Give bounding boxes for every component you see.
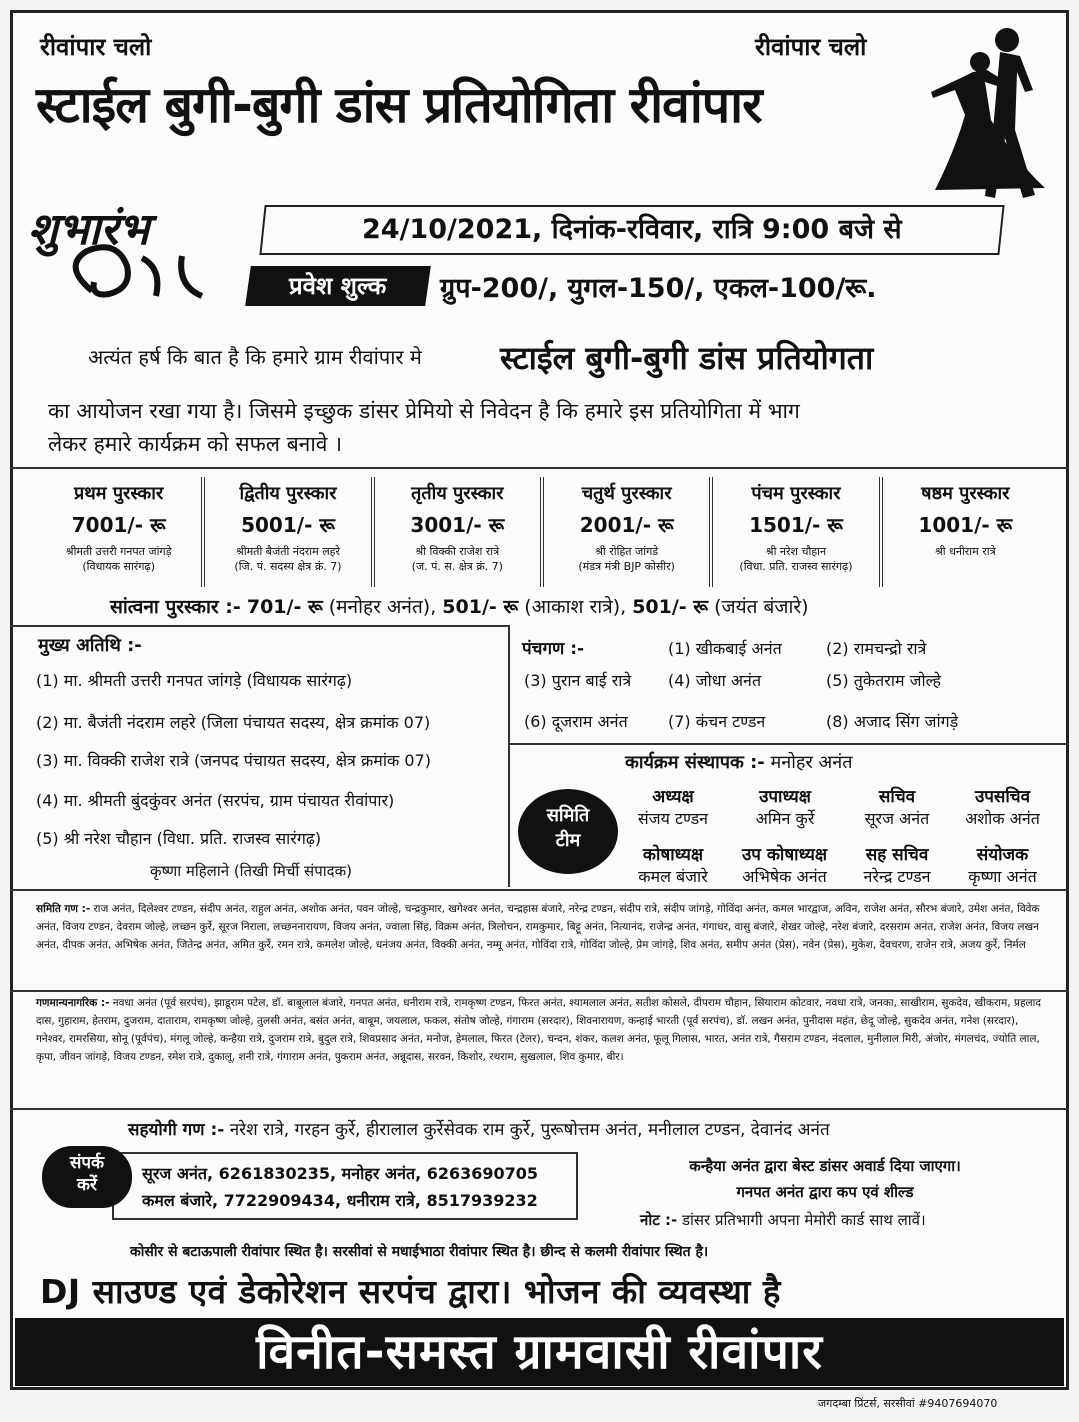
member-name: कृष्णा अनंत — [968, 867, 1037, 886]
member-role: संयोजक — [976, 845, 1029, 865]
intro-paragraph — [48, 395, 1048, 460]
prize-amount: 3001/- रू — [410, 513, 505, 537]
prize-title: पंचम पुरस्कार — [751, 483, 841, 504]
member-role: अध्यक्ष — [652, 787, 694, 807]
dj-food-line: DJ साउण्ड एवं डेकोरेशन सरपंच द्वारा। भोजन की व्यवस्था है — [40, 1272, 781, 1311]
prize-donor: श्रीमती बैजंती नंदराम लहरे — [235, 545, 341, 558]
helpers-label: सहयोगी गण :- — [128, 1120, 225, 1140]
member-name: सूरज अनंत — [864, 809, 930, 828]
contact-line-1: सूरज अनंत, 6261830235, मनोहर अनंत, 6263690705 — [142, 1164, 539, 1183]
panch-item: (6) दूजराम अनंत — [524, 712, 628, 731]
awards-info — [605, 1154, 1045, 1205]
member-name: नरेन्द्र टण्डन — [863, 867, 931, 886]
divider — [10, 1108, 1069, 1110]
note-text: डांसर प्रतिभागी अपना मेमोरी कार्ड साथ लावें। — [682, 1211, 926, 1229]
prize-amount: 1501/- रू — [749, 513, 843, 537]
helpers-text: नरेश रात्रे, गरहन कुर्रे, हीरालाल कुर्रेसेवक राम कुर्रे, पुरूषोत्तम अनंत, मनीलाल टण्डन, देवानंद अनंत — [229, 1120, 830, 1140]
member-role: सचिव — [878, 787, 916, 807]
committee-member — [842, 784, 952, 829]
divider — [10, 990, 1069, 992]
prize-donor: श्री नरेश चौहान — [765, 545, 827, 558]
entry-fee-label — [245, 266, 431, 306]
badge-line-1: समिति — [546, 805, 590, 826]
consolation-prizes — [110, 593, 809, 619]
intro-line-3: लेकर हमारे कार्यक्रम को सफल बनावे । — [48, 431, 343, 456]
award-line-2: गनपत अनंत द्वारा कप एवं शील्ड — [736, 1182, 914, 1201]
chief-guest-item: (3) मा. विक्की राजेश रात्रे (जनपद पंचायत सदस्य, क्षेत्र क्रमांक 07) — [36, 751, 431, 770]
consolation-name-3: (जयंत बंजारे) — [714, 596, 809, 618]
helpers-line — [128, 1117, 830, 1140]
header-chalo-left: रीवांपार चलो — [40, 33, 152, 61]
prize-title: षष्ठम पुरस्कार — [921, 483, 1010, 504]
prize-amount: 7001/- रू — [71, 513, 166, 537]
member-role: उप कोषाध्यक्ष — [741, 845, 828, 865]
member-role: उपाध्यक्ष — [759, 787, 811, 807]
prize-title: तृतीय पुरस्कार — [411, 483, 504, 504]
committee-member — [950, 784, 1055, 829]
program-founder — [625, 750, 853, 774]
header-chalo-right: रीवांपार चलो — [755, 33, 867, 61]
ganmanya-label: गणमान्यनागरिक :- — [36, 997, 110, 1009]
member-name: अभिषेक अनंत — [742, 867, 827, 886]
editor-credit: कृष्णा महिलाने (तिखी मिर्ची संपादक) — [150, 862, 352, 880]
committee-member — [618, 784, 728, 829]
prize-row — [36, 477, 1048, 587]
event-date-line — [259, 205, 1004, 255]
shubharambh-text: शुभारंभ — [28, 204, 150, 255]
panch-item: (1) खीकबाई अनंत — [668, 639, 782, 658]
prize-donor: श्री रोहित जांगडे — [595, 545, 659, 558]
vineet-banner: विनीत-समस्त ग्रामवासी रीवांपार — [15, 1318, 1064, 1386]
divider — [510, 743, 1069, 745]
intro-line-1: अत्यंत हर्ष कि बात है कि हमारे ग्राम रीवांपार मे — [88, 345, 422, 369]
panch-item: (7) कंचन टण्डन — [668, 712, 766, 731]
prize-donor-detail: (विधा. प्रति. राजस्व सारंगढ़) — [739, 560, 853, 573]
shubharambh-calligraphy — [22, 196, 217, 321]
committee-member — [950, 842, 1055, 887]
samiti-gan-text: राज अनंत, दिलेश्वर टण्डन, संदीप अनंत, राहुल अनंत, अशोक अनंत, पवन जोल्हे, चन्द्रकुमार, खगेश्वर अनंत, चन्द्रहास बंजारे, नरेन्द्र टण्डन, संदीप रात्रे, संदीप जांगड़े, गोविंदा अनंत, कमल भारद्वाज, अविन, राजेश अनंत, सौरभ बंजारे, उमेश अनंत, विवेक अनंत, विजय टण्डन, देवराम जोल्हे, लच्छन कुर्रे, सूरज निराला, लच्छननारायण, विजय अनंत, ज्वाला सिंह, विक्रम अनंत, त्रिलोचन, रामकुमार, बिट्टू अनंत, नित्यानंद, राजेन्द्र अनंत, गंगाधर, वासु बंजारे, शेखर जोल्हे, नरेश बंजारे, दरसराम अनंत, राजेश अनंत, विजय लखन अनंत, दीपक अनंत, अभिषेक अनंत, जितेन्द्र अनंत, अमित कुर्रे, रमन रात्रे, कमलेश जोल्हे, धनंजय अनंत, विक्की अनंत, नम्मू अनंत, गोविंदा रात्रे, गोविंदा जोल्हे, प्रेम जांगड़े, शिव अनंत, समीप अनंत (प्रेस), नवेन (प्रेस), मुकेश, देवचरण, राजेन रात्रे, अजय कुर्रे, निर्मल — [36, 903, 1040, 952]
entry-fee-value: ग्रुप-200/, युगल-150/, एकल-100/रू. — [440, 273, 877, 304]
contact-badge — [42, 1146, 132, 1208]
contact-badge-line-1: संपर्क — [69, 1153, 105, 1173]
prize-second — [205, 477, 374, 587]
panch-item: (3) पुरान बाई रात्रे — [524, 671, 632, 690]
prize-title: चतुर्थ पुरस्कार — [581, 483, 672, 504]
prize-donor: श्रीमती उत्तरी गनपत जांगड़े — [65, 545, 172, 558]
prize-amount: 1001/- रू — [918, 513, 1013, 537]
intro-highlight: स्टाईल बुगी-बुगी डांस प्रतियोगता — [500, 339, 874, 377]
founder-label: कार्यक्रम संस्थापक :- — [625, 752, 765, 773]
divider — [10, 467, 1069, 469]
samiti-gan-list — [36, 900, 1046, 954]
committee-member — [722, 842, 847, 887]
panch-item: (2) रामचन्द्रो रात्रे — [826, 639, 927, 658]
consolation-label: सांत्वना पुरस्कार :- — [110, 596, 241, 618]
committee-member — [842, 842, 952, 887]
poster-title: स्टाईल बुगी-बुगी डांस प्रतियोगिता रीवांपार — [36, 76, 762, 134]
member-name: कमल बंजारे — [638, 867, 708, 886]
consolation-amount-3: 501/- रू — [632, 596, 709, 618]
consolation-name-1: (मनोहर अनंत), — [328, 596, 437, 618]
prize-sixth — [883, 477, 1048, 587]
prize-third — [375, 477, 544, 587]
panch-item: (4) जोधा अनंत — [668, 671, 762, 690]
contact-box — [112, 1152, 578, 1220]
prize-donor: श्री धनीराम रात्रे — [934, 545, 996, 558]
dancing-couple-icon — [925, 20, 1060, 205]
note-label: नोट :- — [640, 1211, 678, 1229]
chief-guests-title: मुख्य अतिथि :- — [38, 635, 142, 656]
prize-first — [36, 477, 205, 587]
member-name: अशोक अनंत — [965, 809, 1040, 828]
panch-item: (8) अजाद सिंग जांगड़े — [826, 712, 959, 731]
chief-guest-item: (5) श्री नरेश चौहान (विधा. प्रति. राजस्व सारंगढ़) — [36, 829, 322, 848]
contact-line-2: कमल बंजारे, 7722909434, धनीराम रात्रे, 8517939232 — [142, 1191, 538, 1211]
prize-title: प्रथम पुरस्कार — [74, 483, 164, 504]
consolation-amount-2: 501/- रू — [442, 596, 519, 618]
consolation-name-2: (आकाश रात्रे), — [524, 596, 627, 618]
printer-credit: जगदम्बा प्रिंटर्स, सरसीवां #9407694070 — [818, 1397, 998, 1410]
consolation-amount-1: 701/- रू — [246, 596, 323, 618]
member-role: कोषाध्यक्ष — [642, 845, 704, 865]
ganmanya-text: नवधा अनंत (पूर्व सरपंच), झाडूराम पटेल, डॉ. बाबूलाल बंजारे, गनपत अनंत, धनीराम रात्रे, रामकृष्ण टण्डन, फिरत अनंत, श्यामलाल अनंत, सतीश कोसले, दीपराम चौहान, सियाराम कोटवार, नवधा रात्रे, जनका, साखीराम, सुकदेव, खीकराम, प्रहलाद दास, गुहाराम, हेतराम, दुजराम, दाताराम, रामकृष्ण जोल्हे, तुलसी अनंत, बसंत अनंत, बाबूम, जयलाल, फकल, संतोष जोल्हे, गंगाराम (सरदार), शिवनारायण, कन्हाई भारती (पूर्व सरपंच), डॉ. लखन अनंत, पुनीदास महंत, छेदू जोल्हे, सुकदेव अनंत, गनेश (सरदार), गनेश्वर, रामरसिया, सोनू (पूर्वपंच), मंगलू जोल्हे, कन्हैया रात्रे, दुजराम रात्रे, बुदुल रात्रे, शिवप्रसाद अनंत, मनोज, हेमलाल, फिरत (टेलर), चन्दन, शंकर, कलश अनंत, फूलू गिलास, भारत, अनंत रात्रे, गैसराम टण्डन, नंदलाल, मुनीलाल मिरी, अंजोर, मंगलचंद, ज्योति लाल, कृपा, जीवन जांगड़े, विजय टण्डन, रमेश रात्रे, दुकालू, शनी रात्रे, गंगाराम अनंत, पुकराम अनंत, अन्नूदास, सरवन, किशोर, रथराम, सुखलाल, शिव कुमार, बीर। — [36, 997, 1041, 1064]
entry-fee-label-text: प्रवेश शुल्क — [289, 272, 387, 300]
ganmanya-list — [36, 994, 1046, 1066]
panch-item: (5) तुकेतराम जोल्हे — [826, 671, 942, 690]
prize-donor-detail: (मंडत्र मंत्री BJP कोसीर) — [578, 560, 675, 573]
chief-guest-item: (4) मा. श्रीमती बुंदकुंवर अनंत (सरपंच, ग्राम पंचायत रीवांपार) — [36, 791, 395, 810]
prize-amount: 5001/- रू — [241, 513, 335, 537]
prize-fifth — [713, 477, 882, 587]
location-info: कोसीर से बटाऊपाली रीवांपार स्थित है। सरसीवां से मधाईभाठा रीवांपार स्थित है। छीन्द से कलमी रीवांपार स्थित है। — [130, 1244, 709, 1260]
prize-amount: 2001/- रू — [579, 513, 674, 537]
committee-team-badge — [518, 789, 618, 874]
chief-guest-item: (1) मा. श्रीमती उत्तरी गनपत जांगड़े (विधायक सारंगढ़) — [36, 671, 353, 690]
samiti-gan-label: समिति गण :- — [36, 903, 91, 915]
contact-badge-line-2: करें — [76, 1175, 97, 1196]
intro-line-2: का आयोजन रखा गया है। जिसमे इच्छुक डांसर प्रेमियो से निवेदन है कि हमारे इस प्रतियोगिता में भाग — [48, 399, 800, 423]
prize-donor: श्री विक्की राजेश रात्रे — [415, 545, 500, 558]
award-line-1: कन्हैया अनंत द्वारा बेस्ट डांसर अवार्ड दिया जाएगा। — [689, 1157, 961, 1175]
prize-donor-detail: (जि. पं. सदस्य क्षेत्र क्रं. 7) — [234, 560, 342, 573]
event-date-text: 24/10/2021, दिनांक-रविवार, रात्रि 9:00 बजे से — [362, 214, 902, 245]
member-role: उपसचिव — [974, 787, 1031, 807]
prize-donor-detail: (ज. पं. स. क्षेत्र क्रं. 7) — [411, 560, 503, 573]
panchgan-title: पंचगण :- — [522, 639, 585, 659]
member-name: अमिन कुर्रे — [755, 809, 815, 828]
committee-member — [730, 784, 840, 829]
chief-guests-box — [10, 625, 510, 887]
member-name: संजय टण्डन — [637, 809, 709, 828]
prize-fourth — [544, 477, 713, 587]
prize-title: द्वितीय पुरस्कार — [239, 483, 337, 504]
badge-line-2: टीम — [555, 830, 581, 852]
note-line — [640, 1210, 926, 1230]
committee-member — [618, 842, 728, 887]
prize-donor-detail: (विधायक सारंगढ़) — [82, 560, 155, 573]
member-role: सह सचिव — [865, 845, 929, 865]
divider — [10, 889, 1069, 891]
founder-name: मनोहर अनंत — [770, 752, 853, 773]
chief-guest-item: (2) मा. बैजंती नंदराम लहरे (जिला पंचायत सदस्य, क्षेत्र क्रमांक 07) — [36, 713, 431, 732]
